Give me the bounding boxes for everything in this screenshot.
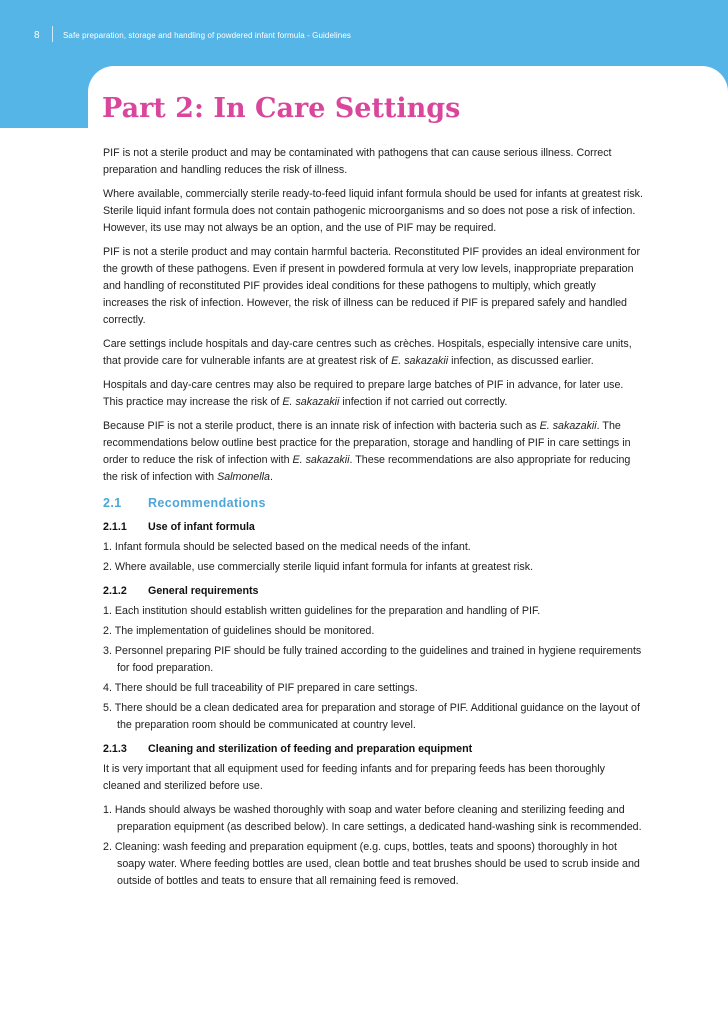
- list-item: 1. Hands should always be washed thoroughly with soap and water before cleaning and sterilizing feeding and preparation equipment (as described below). In care settings, a dedicated hand-washing sink is recommended.: [103, 803, 642, 833]
- species-name: E. sakazakii: [282, 395, 340, 408]
- numbered-list: [103, 603, 643, 734]
- subsection-heading: [103, 519, 643, 536]
- page-header: [0, 0, 728, 62]
- subsection-heading: [103, 741, 643, 758]
- text-run: infection if not carried out correctly.: [339, 395, 508, 408]
- section-title: Recommendations: [148, 495, 266, 510]
- text-run: . These recommendations are also appropriate for reducing the risk of infection with: [103, 453, 631, 483]
- list-item: 5. There should be a clean dedicated area for preparation and storage of PIF. Additional guidance on the layout of the preparation room should be communicated at country level.: [103, 701, 640, 731]
- header-divider: [52, 26, 53, 42]
- subsection-title: General requirements: [148, 584, 259, 597]
- paragraph: PIF is not a sterile product and may contain harmful bacteria. Reconstituted PIF provides an ideal environment for the growth of these pathogens. Even if present in powdered formula at very low levels, inappropriate preparation and handling of reconstituted PIF provides ideal conditions for these pathogens to multiply, which greatly increases the risk of infection. However, the risk of illness can be reduced if PIF is prepared safely and handled correctly.: [103, 245, 641, 326]
- running-title: Safe preparation, storage and handling of powdered infant formula - Guidelines: [63, 31, 351, 40]
- numbered-list: [103, 539, 643, 576]
- species-name: E. sakazakii: [391, 354, 449, 367]
- text-run: Hospitals and day-care centres may also be required to prepare large batches of PIF in advance, for later use. This practice may increase the risk of: [103, 378, 624, 408]
- subsection-title: Cleaning and sterilization of feeding and preparation equipment: [148, 742, 473, 755]
- text-run: Care settings include hospitals and day-care centres such as crèches. Hospitals, especially intensive care units, that provide care for vulnerable infants are at greatest risk of: [103, 337, 632, 367]
- list-item: 3. Personnel preparing PIF should be fully trained according to the guidelines and trained in hygiene requirements for food preparation.: [103, 644, 642, 674]
- text-run: . The recommendations below outline best practice for the preparation, storage and handling of PIF in care settings in order to reduce the risk of infection with: [103, 419, 631, 466]
- numbered-list: [103, 802, 643, 890]
- subsection-heading: [103, 583, 643, 600]
- text-run: infection, as discussed earlier.: [448, 354, 594, 367]
- paragraph: [103, 336, 643, 370]
- main-content: [103, 92, 643, 897]
- list-item: 4. There should be full traceability of PIF prepared in care settings.: [103, 681, 418, 694]
- subsection-title: Use of infant formula: [148, 520, 255, 533]
- text-run: Because PIF is not a sterile product, there is an innate risk of infection with bacteria such as: [103, 419, 540, 432]
- list-item: 2. The implementation of guidelines should be monitored.: [103, 624, 375, 637]
- list-item: 1. Each institution should establish written guidelines for the preparation and handling of PIF.: [103, 604, 541, 617]
- paragraph: It is very important that all equipment used for feeding infants and for preparing feeds has been thoroughly cleaned and sterilized before use.: [103, 762, 606, 792]
- section-number: 2.1: [103, 495, 122, 510]
- species-name: E. sakazakii: [292, 453, 350, 466]
- subsection-number: 2.1.3: [103, 742, 127, 755]
- list-item: 1. Infant formula should be selected based on the medical needs of the infant.: [103, 540, 471, 553]
- text-run: .: [269, 470, 273, 483]
- page-title: Part 2: In Care Settings: [102, 93, 461, 124]
- list-item: 2. Cleaning: wash feeding and preparation equipment (e.g. cups, bottles, teats and spoons) thoroughly in hot soapy water. Where feeding bottles are used, clean bottle and teat brushes should be used to scrub inside and outside of bottles and teats to ensure that all remaining feed is removed.: [103, 840, 640, 887]
- subsection-number: 2.1.1: [103, 520, 127, 533]
- paragraph: [103, 377, 643, 411]
- species-name: E. sakazakii: [539, 419, 597, 432]
- subsection-number: 2.1.2: [103, 584, 127, 597]
- list-item: 2. Where available, use commercially sterile liquid infant formula for infants at greatest risk.: [103, 560, 534, 573]
- paragraph: [103, 418, 643, 486]
- paragraph: PIF is not a sterile product and may be contaminated with pathogens that can cause serious illness. Correct preparation and handling reduces the risk of illness.: [103, 146, 612, 176]
- section-heading: [103, 496, 643, 510]
- species-name: Salmonella: [217, 470, 270, 483]
- paragraph: Where available, commercially sterile ready-to-feed liquid infant formula should be used for infants at greatest risk. Sterile liquid infant formula does not contain pathogenic microorganisms and so does not pose a risk of infection. However, its use may not always be an option, and the use of PIF may be required.: [103, 187, 643, 234]
- page-number: 8: [34, 30, 40, 41]
